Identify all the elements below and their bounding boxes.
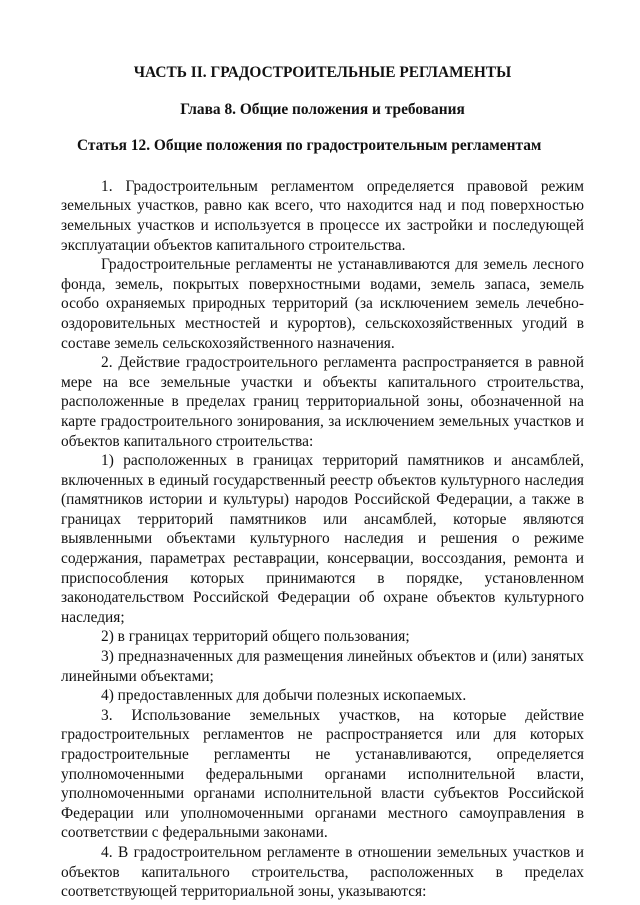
list-item-2: 2) в границах территорий общего пользования; [101,628,410,646]
list-item-3: 3) предназначенных для размещения линейных объектов и (или) занятых линейными объектами; [61,648,584,685]
list-item-1: 1) расположенных в границах территорий памятников и ансамблей, включенных в единый государственный реестр объектов культурного наследия (памятников истории и культуры) народов Российской Федерации, а также в границах территорий памятников или ансамблей, которые являются выявленными объектами культурного наследия и решения о режиме содержания, параметрах реставрации, консервации, воссоздания, ремонта и приспособления которых принимаются в порядке, установленном законодательством Российской Федерации об охране объектов культурного наследия; [61,452,584,626]
article-title: Статья 12. Общие положения по градостроительным регламентам [77,137,542,155]
paragraph-1-continued: Градостроительные регламенты не устанавливаются для земель лесного фонда, земель, покрытых поверхностными водами, земель запаса, земель особо охраняемых природных территорий (за исключением земель лечебно-оздоровительных местностей и курортов), сельскохозяйственных угодий в составе земель сельскохозяйственного назначения. [61,256,584,352]
part-title: ЧАСТЬ II. ГРАДОСТРОИТЕЛЬНЫЕ РЕГЛАМЕНТЫ [133,64,512,81]
chapter-title: Глава 8. Общие положения и требования [180,100,465,118]
paragraph-3: 3. Использование земельных участков, на которые действие градостроительных регламентов не распространяется или для которых градостроительные регламенты не устанавливаются, определяется уполномоченными федеральными органами исполнительной власти, уполномоченными органами исполнительной власти субъектов Российской Федерации или уполномоченными органами местного самоуправления в соответствии с федеральными законами. [61,706,584,842]
paragraph-1: 1. Градостроительным регламентом определяется правовой режим земельных участков, равно как всего, что находится над и под поверхностью земельных участков и используется в процессе их застройки и последующей эксплуатации объектов капитального строительства. [61,177,584,254]
paragraph-2: 2. Действие градостроительного регламента распространяется в равной мере на все земельные участки и объекты капитального строительства, расположенные в пределах границ территориальной зоны, обозначенной на карте градостроительного зонирования, за исключением земельных участков и объектов капитального строительства: [61,354,584,450]
paragraph-4: 4. В градостроительном регламенте в отношении земельных участков и объектов капитального строительства, расположенных в пределах соответствующей территориальной зоны, указываются: [61,843,584,901]
list-item-4: 4) предоставленных для добычи полезных ископаемых. [101,687,467,705]
